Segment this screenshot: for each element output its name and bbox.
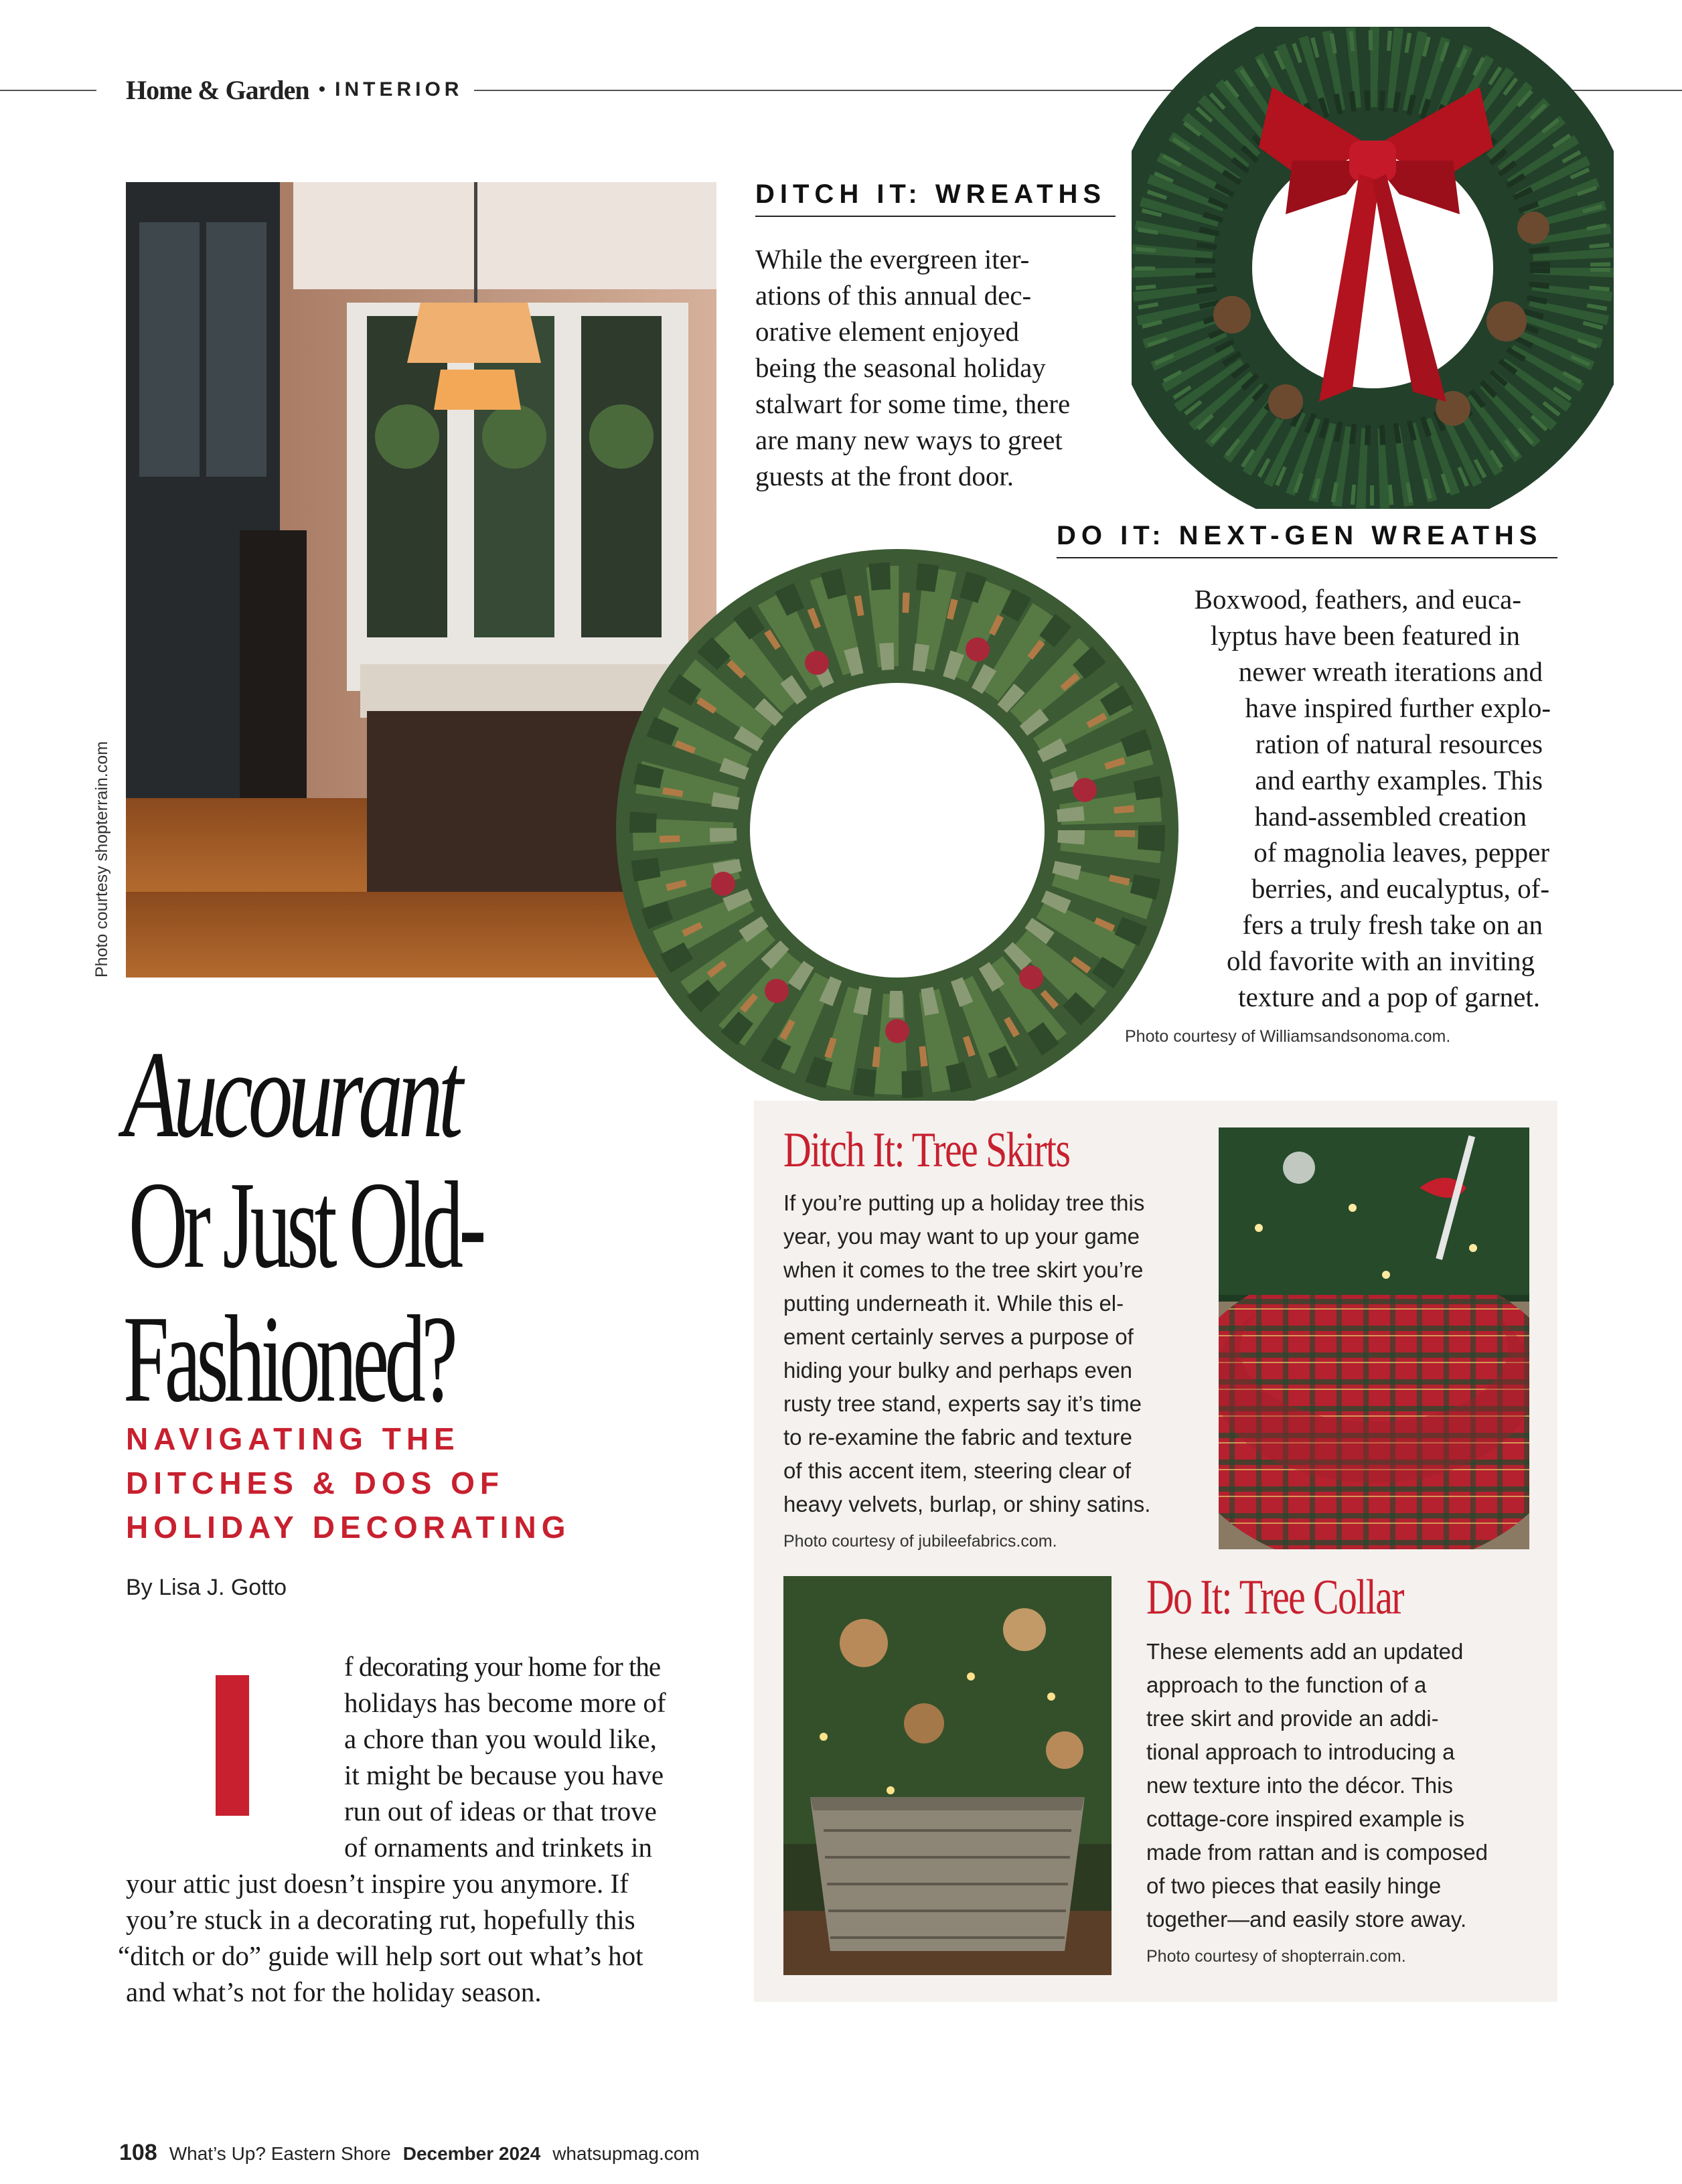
text-line: f decorating your home for the: [344, 1651, 661, 1682]
ditch-wreaths-body: [755, 241, 1144, 494]
text-line: berries, and eucalyptus, of-: [1251, 873, 1549, 904]
tree-collar-heading: Do It: Tree Collar: [1146, 1570, 1403, 1625]
tree-collar-body: [1146, 1635, 1548, 1936]
text-line: texture and a pop of garnet.: [1238, 982, 1540, 1012]
text-line: year, you may want to up your game: [783, 1224, 1140, 1249]
ditch-wreaths-rule: [755, 216, 1116, 217]
subsection-name: INTERIOR: [335, 78, 463, 100]
text-line: newer wreath iterations and: [1238, 656, 1543, 687]
text-line: “ditch or do” guide will help sort out what’s hot: [118, 1940, 643, 1971]
text-line: tional approach to introducing a: [1146, 1739, 1455, 1764]
page-number: 108: [119, 2140, 157, 2165]
article-subtitle: [126, 1417, 571, 1549]
text-line: ration of natural resources: [1255, 728, 1543, 759]
text-line: together—and easily store away.: [1146, 1907, 1467, 1932]
text-line: putting underneath it. While this el-: [783, 1291, 1124, 1316]
text-line: old favorite with an inviting: [1226, 945, 1535, 976]
do-wreaths-credit: Photo courtesy of Williamsandsonoma.com.: [1125, 1027, 1451, 1046]
magazine-name: What’s Up? Eastern Shore: [169, 2143, 391, 2164]
tree-collar-credit: Photo courtesy of shopterrain.com.: [1146, 1947, 1406, 1966]
title-line-2: Or Just Old-: [129, 1156, 482, 1294]
text-line: being the seasonal holiday: [755, 352, 1046, 383]
section-header: [126, 71, 463, 108]
text-line: fers a truly fresh take on an: [1242, 909, 1543, 940]
text-line: orative element enjoyed: [755, 316, 1019, 347]
page-footer: [119, 2140, 700, 2166]
subtitle-line: DITCHES & DOS OF: [126, 1466, 505, 1500]
title-line-3: Fashioned?: [123, 1290, 454, 1428]
text-line: you’re stuck in a decorating rut, hopefully this: [126, 1904, 635, 1935]
text-line: tree skirt and provide an addi-: [1146, 1706, 1439, 1731]
tree-skirts-heading: Ditch It: Tree Skirts: [783, 1123, 1070, 1178]
website: whatsupmag.com: [552, 2143, 700, 2164]
article-title: [123, 1026, 726, 1428]
do-wreaths-body: [1071, 581, 1580, 1015]
text-line: to re-examine the fabric and texture: [783, 1425, 1132, 1450]
tree-skirts-credit: Photo courtesy of jubileefabrics.com.: [783, 1532, 1057, 1551]
text-line: holidays has become more of: [344, 1687, 666, 1718]
text-line: a chore than you would like,: [344, 1723, 657, 1754]
text-line: your attic just doesn’t inspire you anymore. If: [126, 1868, 629, 1899]
text-line: of this accent item, steering clear of: [783, 1458, 1132, 1483]
text-line: run out of ideas or that trove: [344, 1796, 657, 1826]
text-line: made from rattan and is composed: [1146, 1840, 1488, 1865]
title-line-1: Aucourant: [123, 1026, 459, 1164]
text-line: guests at the front door.: [755, 461, 1014, 491]
text-line: are many new ways to greet: [755, 424, 1063, 455]
subtitle-line: NAVIGATING THE: [126, 1421, 460, 1456]
text-line: lyptus have been featured in: [1210, 620, 1520, 651]
text-line: it might be because you have: [344, 1760, 664, 1790]
text-line: ement certainly serves a purpose of: [783, 1324, 1134, 1349]
text-line: new texture into the décor. This: [1146, 1773, 1453, 1798]
text-line: rusty tree stand, experts say it’s time: [783, 1391, 1142, 1416]
text-line: cottage-core inspired example is: [1146, 1806, 1465, 1831]
ditch-wreaths-heading: DITCH IT: WREATHS: [755, 179, 1107, 209]
text-line: and what’s not for the holiday season.: [126, 1976, 542, 2007]
side-photo-credit: Photo courtesy shopterrain.com: [92, 741, 111, 978]
tree-collar-photo: [783, 1576, 1112, 1975]
text-line: have inspired further explo-: [1245, 692, 1551, 723]
text-line: stalwart for some time, there: [755, 388, 1071, 419]
intro-body: [118, 1648, 715, 2010]
text-line: when it comes to the tree skirt you’re: [783, 1257, 1144, 1282]
text-line: heavy velvets, burlap, or shiny satins.: [783, 1492, 1151, 1516]
text-line: ations of this annual dec-: [755, 280, 1032, 311]
subtitle-line: HOLIDAY DECORATING: [126, 1510, 571, 1545]
tree-skirt-photo: [1219, 1127, 1529, 1549]
text-line: and earthy examples. This: [1255, 765, 1543, 795]
text-line: of two pieces that easily hinge: [1146, 1873, 1442, 1898]
section-name: Home & Garden: [126, 74, 309, 105]
do-wreaths-heading: DO IT: NEXT-GEN WREATHS: [1057, 521, 1543, 550]
issue-date: December 2024: [402, 2143, 541, 2164]
tree-skirts-body: [783, 1186, 1212, 1521]
header-rule-left: [0, 90, 96, 91]
text-line: hand-assembled creation: [1254, 801, 1527, 832]
text-line: hiding your bulky and perhaps even: [783, 1358, 1133, 1383]
text-line: While the evergreen iter-: [755, 244, 1030, 275]
evergreen-wreath-photo: [1132, 27, 1614, 509]
text-line: These elements add an updated: [1146, 1639, 1464, 1664]
text-line: approach to the function of a: [1146, 1672, 1427, 1697]
text-line: of magnolia leaves, pepper: [1253, 837, 1549, 868]
byline: By Lisa J. Gotto: [126, 1575, 287, 1600]
text-line: of ornaments and trinkets in: [344, 1832, 653, 1863]
section-bullet: •: [318, 78, 326, 100]
text-line: If you’re putting up a holiday tree this: [783, 1190, 1145, 1215]
text-line: Boxwood, feathers, and euca-: [1194, 584, 1521, 615]
